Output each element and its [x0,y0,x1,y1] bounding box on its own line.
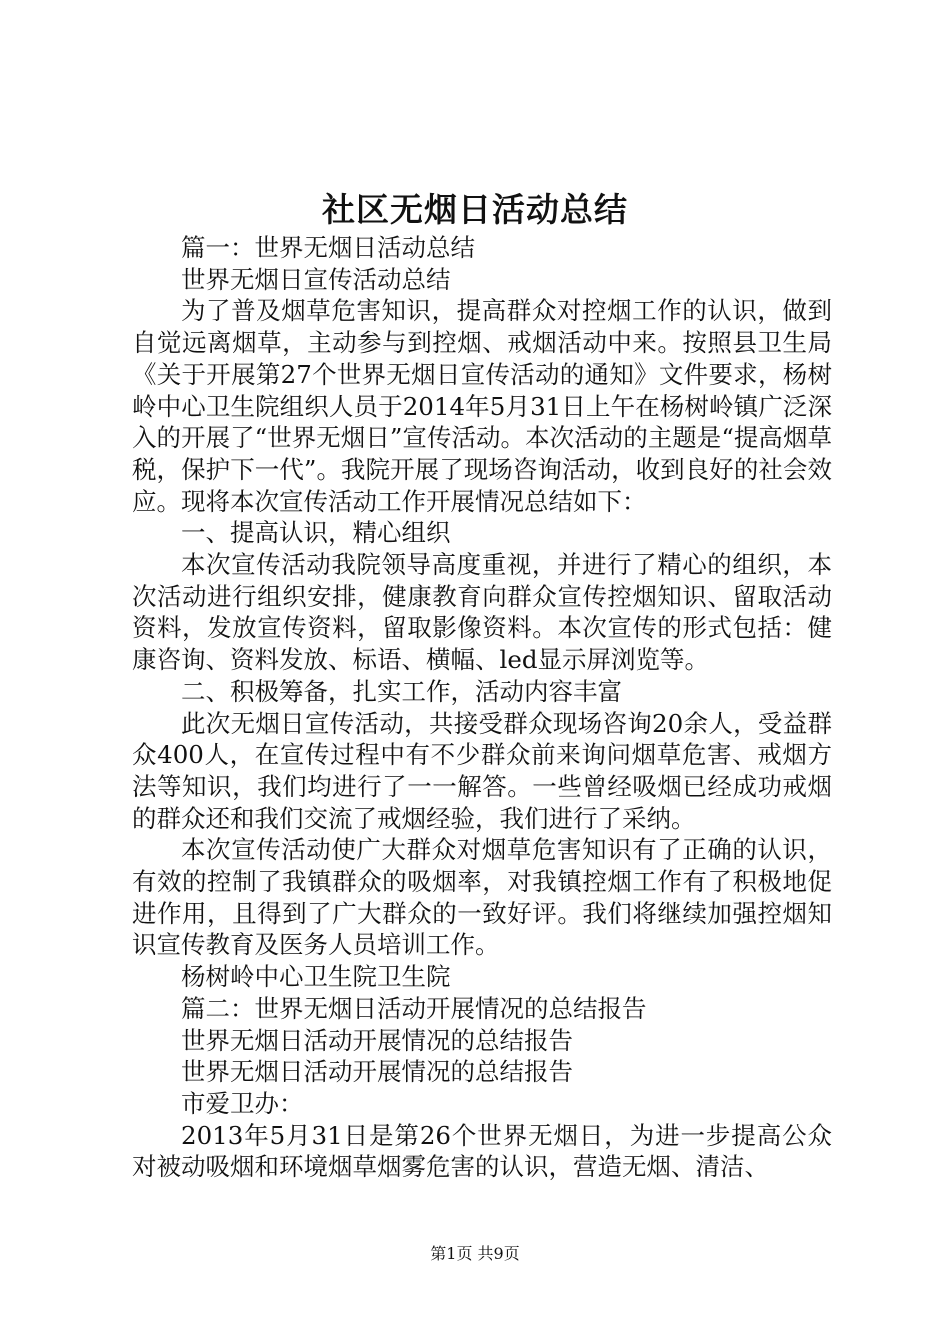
paragraph: 本次宣传活动使广大群众对烟草危害知识有了正确的认识，有效的控制了我镇群众的吸烟率，对我镇控烟工作有了积极地促进作用，且得到了广大群众的一致好评。我们将继续加强控烟知识宣传教育及医务人员培训工作。 [132,835,832,960]
paragraph: 世界无烟日活动开展情况的总结报告 [181,1057,573,1087]
document-body [132,232,832,1183]
paragraph: 2013年5月31日是第26个世界无烟日，为进一步提高公众对被动吸烟和环境烟草烟雾危害的认识，营造无烟、清洁、 [132,1120,832,1182]
paragraph: 此次无烟日宣传活动，共接受群众现场咨询20余人，受益群众400人，在宣传过程中有不少群众前来询问烟草危害、戒烟方法等知识，我们均进行了一一解答。一些曾经吸烟已经成功戒烟的群众还和我们交流了戒烟经验，我们进行了采纳。 [132,708,832,833]
paragraph: 世界无烟日活动开展情况的总结报告 [181,1025,573,1055]
document-title: 社区无烟日活动总结 [322,190,628,229]
paragraph: 世界无烟日宣传活动总结 [181,264,451,294]
paragraph: 本次宣传活动我院领导高度重视，并进行了精心的组织，本次活动进行组织安排，健康教育向群众宣传控烟知识、留取活动资料，发放宣传资料，留取影像资料。本次宣传的形式包括：健康咨询、资料发放、标语、横幅、led显示屏浏览等。 [132,550,832,675]
paragraph: 篇一：世界无烟日活动总结 [181,233,475,262]
paragraph: 二、积极筹备，扎实工作，活动内容丰富 [181,676,622,706]
paragraph: 为了普及烟草危害知识，提高群众对控烟工作的认识，做到自觉远离烟草，主动参与到控烟、戒烟活动中来。按照县卫生局《关于开展第27个世界无烟日宣传活动的通知》文件要求，杨树岭中心卫生院组织人员于2014年5月31日上午在杨树岭镇广泛深入的开展了“世界无烟日”宣传活动。本次活动的主题是“提高烟草税，保护下一代”。我院开展了现场咨询活动，收到良好的社会效应。现将本次宣传活动工作开展情况总结如下： [132,296,832,516]
paragraph: 杨树岭中心卫生院卫生院 [181,962,451,992]
page-footer: 第1页 共9页 [430,1244,520,1263]
paragraph: 一、提高认识，精心组织 [181,518,451,548]
paragraph: 篇二：世界无烟日活动开展情况的总结报告 [181,993,647,1023]
paragraph: 市爱卫办： [181,1088,304,1118]
